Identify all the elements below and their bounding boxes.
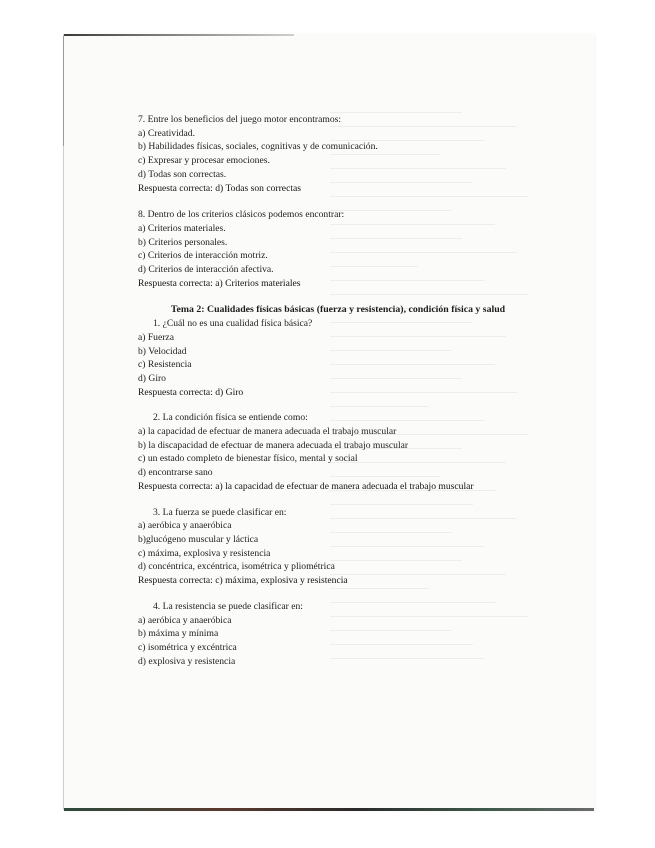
option-d: d) Criterios de interacción afectiva. [138, 264, 274, 276]
paper-left-edge [63, 36, 64, 146]
paper-top-edge [64, 34, 294, 36]
option-d: d) explosiva y resistencia [138, 655, 236, 667]
option-d: d) Giro [138, 372, 166, 384]
answer-text: Respuesta correcta: c) máxima, explosiva y resistencia [138, 575, 348, 587]
option-a: a) aeróbica y anaeróbica [138, 520, 232, 532]
option-a: a) Fuerza [138, 331, 174, 343]
question-block-t2-2 [138, 411, 538, 493]
option-a: a) la capacidad de efectuar de manera adecuada el trabajo muscular [138, 426, 397, 438]
option-c: c) Criterios de interacción motriz. [138, 250, 268, 262]
option-d: d) encontrarse sano [138, 467, 213, 479]
option-d: d) Todas son correctas. [138, 168, 227, 180]
question-text: 8. Dentro de los criterios clásicos podemos encontrar: [138, 209, 345, 221]
answer-text: Respuesta correcta: d) Giro [138, 386, 244, 398]
question-block-8 [138, 208, 538, 290]
answer-text: Respuesta correcta: a) Criterios materiales [138, 277, 301, 289]
question-text: 3. La fuerza se puede clasificar en: [153, 506, 287, 518]
option-a: a) Creatividad. [138, 127, 196, 139]
question-block-t2-1 [138, 317, 538, 399]
option-c: c) isométrica y excéntrica [138, 641, 237, 653]
option-c: c) un estado completo de bienestar físico, mental y social [138, 453, 358, 465]
option-a: a) Criterios materiales. [138, 222, 226, 234]
section-title: Tema 2: Cualidades físicas básicas (fuerza y resistencia), condición física y salud [170, 304, 506, 316]
question-text: 7. Entre los beneficios del juego motor encontramos: [138, 114, 342, 125]
option-a: a) aeróbica y anaeróbica [138, 614, 232, 626]
option-b: b) máxima y mínima [138, 628, 219, 640]
answer-text: Respuesta correcta: a) la capacidad de efectuar de manera adecuada el trabajo muscular [138, 480, 474, 492]
document-body [138, 113, 538, 680]
question-text: 1. ¿Cuál no es una cualidad física básica? [153, 318, 313, 330]
option-b: b) la discapacidad de efectuar de manera adecuada el trabajo muscular [138, 439, 409, 451]
option-b: b) Velocidad [138, 345, 187, 357]
question-block-t2-3 [138, 506, 538, 588]
option-c: c) Expresar y procesar emociones. [138, 155, 270, 167]
paper-bottom-edge [64, 808, 594, 811]
answer-text: Respuesta correcta: d) Todas son correctas [138, 182, 301, 194]
option-b: b)glucógeno muscular y láctica [138, 533, 259, 545]
option-b: b) Criterios personales. [138, 236, 228, 248]
question-text: 2. La condición física se entiende como: [153, 412, 308, 424]
option-d: d) concéntrica, excéntrica, isométrica y pliométrica [138, 561, 335, 573]
question-block-7 [138, 113, 538, 195]
question-block-t2-4 [138, 600, 538, 669]
question-text: 4. La resistencia se puede clasificar en: [153, 600, 303, 612]
option-c: c) máxima, explosiva y resistencia [138, 547, 271, 559]
option-b: b) Habilidades físicas, sociales, cognitivas y de comunicación. [138, 141, 378, 153]
option-c: c) Resistencia [138, 359, 192, 371]
